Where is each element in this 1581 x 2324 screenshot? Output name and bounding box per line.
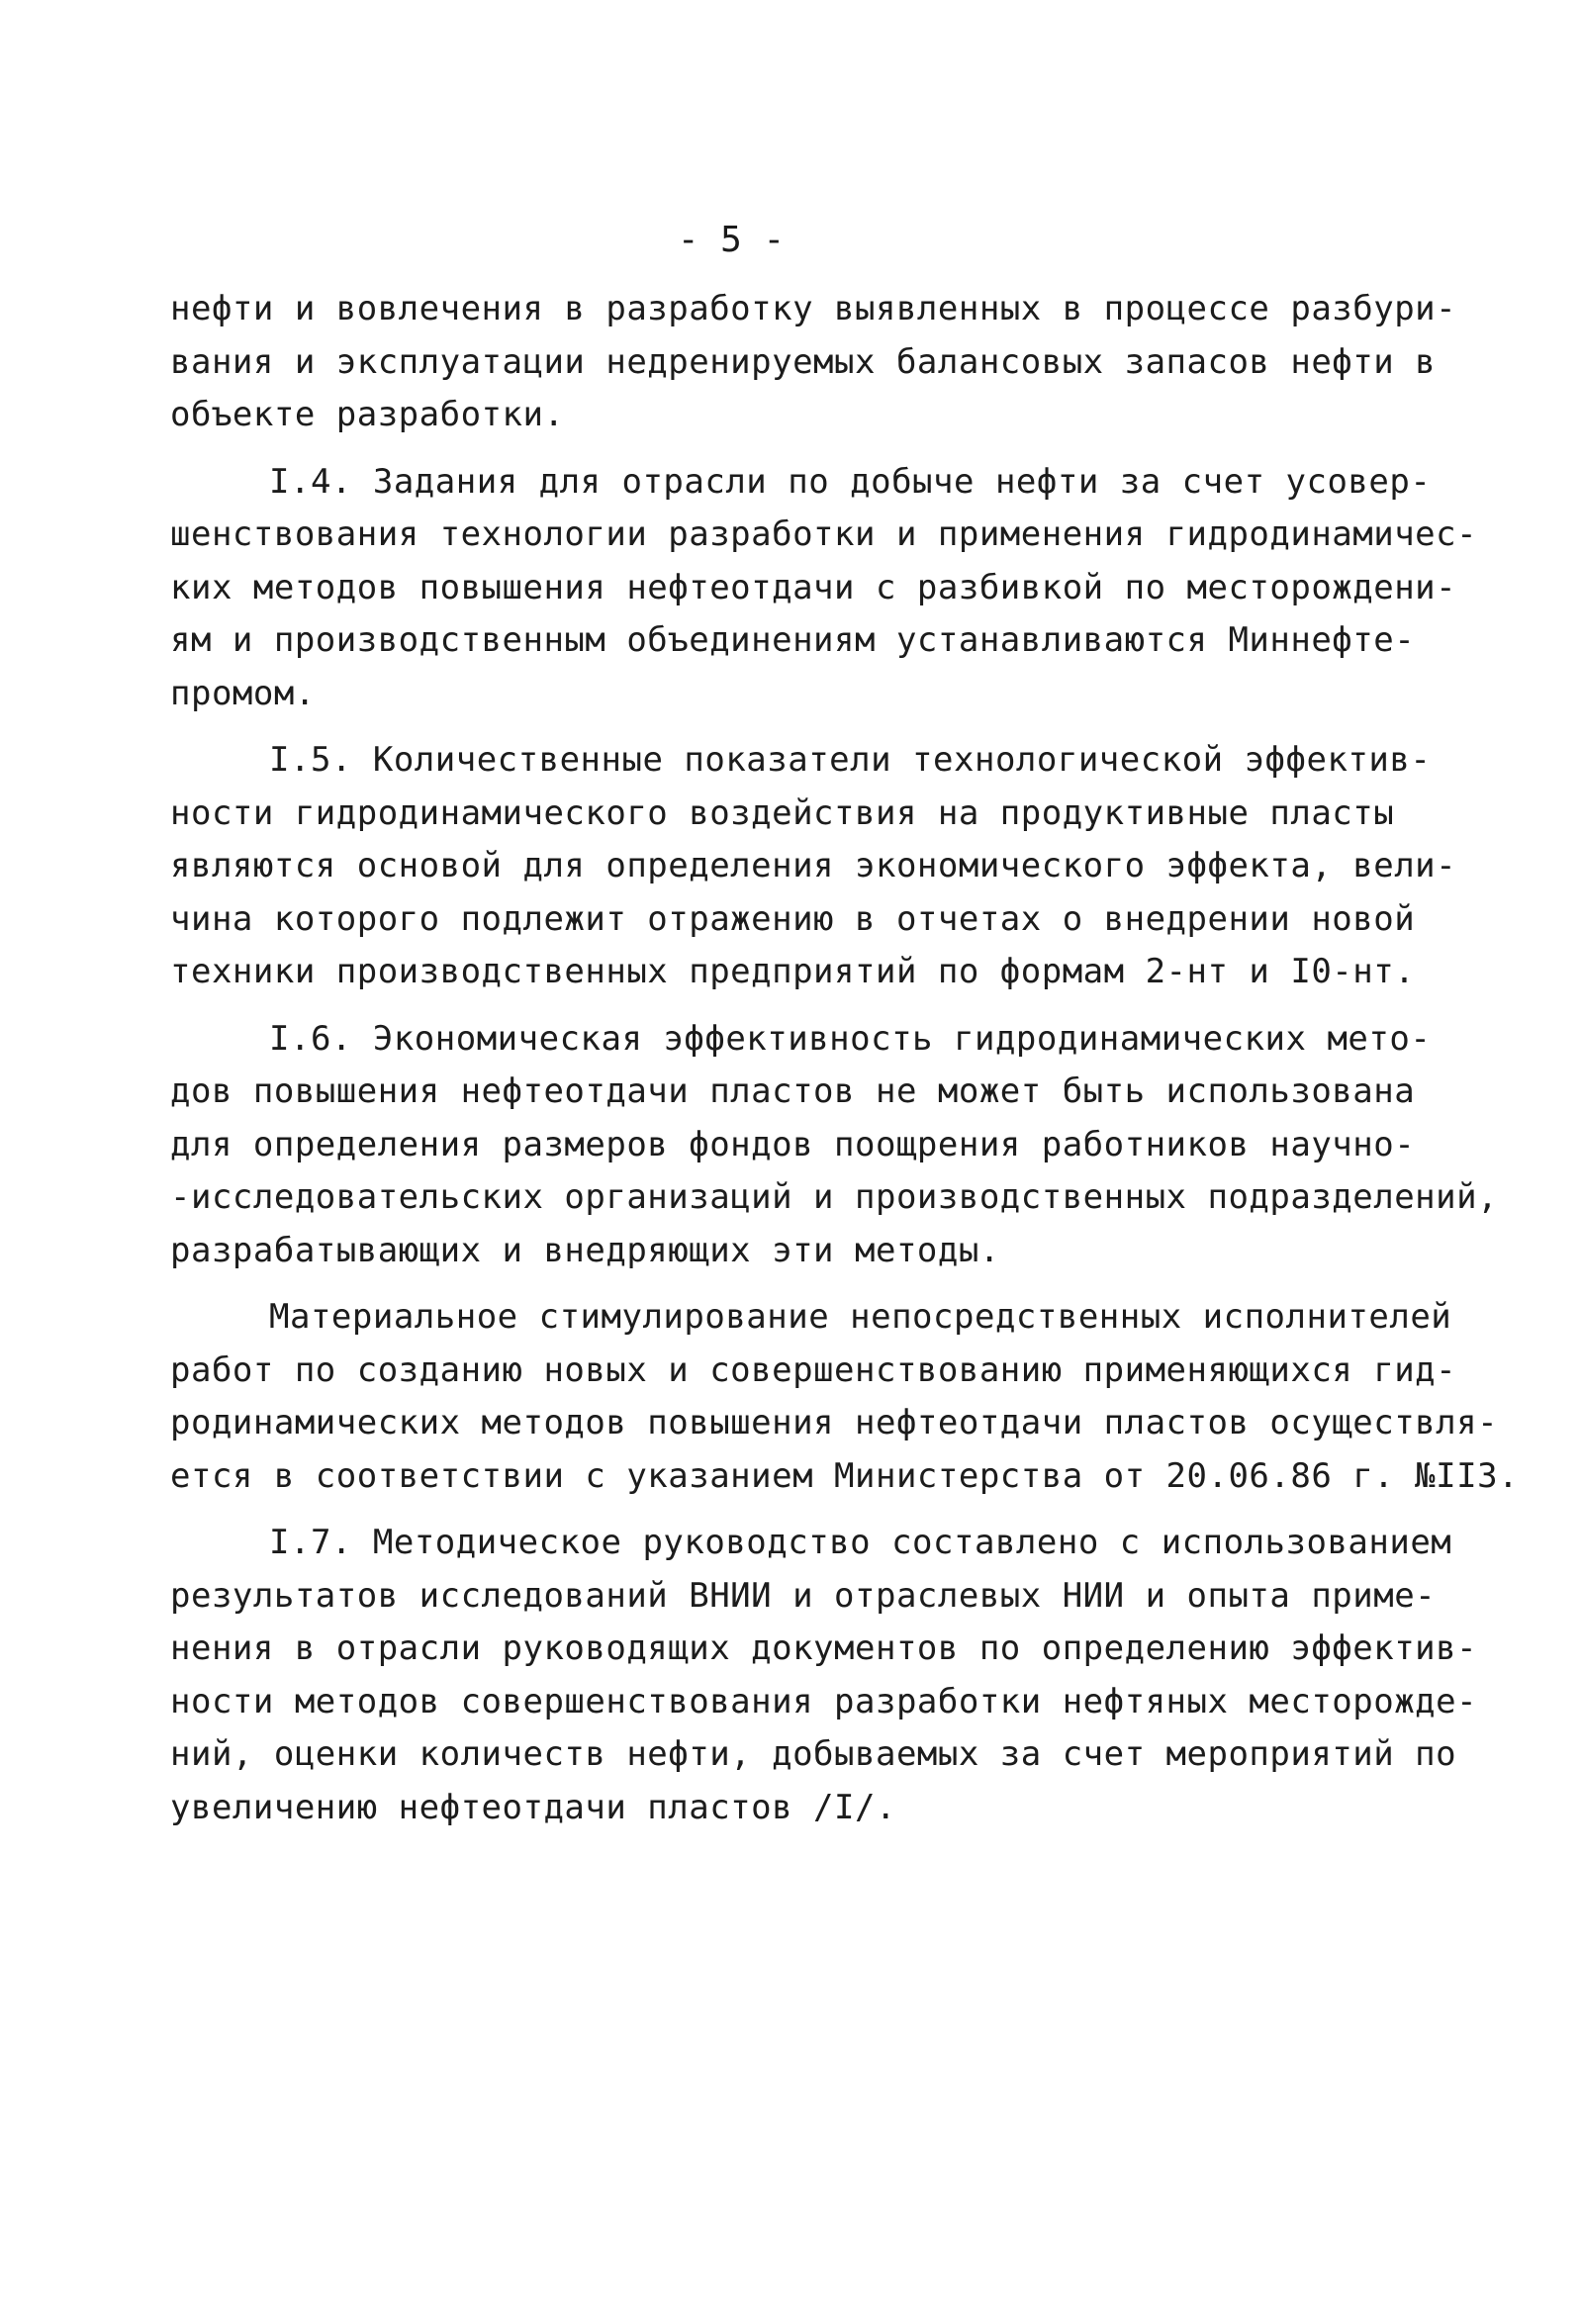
text-line: ям и производственным объединениям устанавливаются Миннефте- <box>170 620 1416 660</box>
text-line: увеличению нефтеотдачи пластов /I/. <box>170 1787 896 1827</box>
page-number: - 5 - <box>677 220 786 260</box>
text-line: I.4. Задания для отрасли по добыче нефти за счет усовер- <box>269 461 1432 502</box>
text-line: Материальное стимулирование непосредственных исполнителей <box>269 1297 1452 1337</box>
text-line: ности методов совершенствования разработки нефтяных месторожде- <box>170 1681 1478 1721</box>
text-line: шенствования технологии разработки и применения гидродинамичес- <box>170 514 1478 554</box>
text-line: ких методов повышения нефтеотдачи с разбивкой по месторождени- <box>170 567 1457 607</box>
text-line: для определения размеров фондов поощрения работников научно- <box>170 1124 1416 1164</box>
text-line: нефти и вовлечения в разработку выявленных в процессе разбури- <box>170 289 1457 328</box>
text-line: I.7. Методическое руководство составлено с использованием <box>269 1523 1452 1562</box>
text-line: I.6. Экономическая эффективность гидродинамических мето- <box>269 1018 1432 1059</box>
paragraph-1-5 <box>170 734 1466 999</box>
text-line: техники производственных предприятий по формам 2-нт и I0-нт. <box>170 952 1416 991</box>
text-line: являются основой для определения экономического эффекта, вели- <box>170 846 1457 885</box>
text-line: ется в соответствии с указанием Министерства от 20.06.86 г. №II3. <box>170 1455 1520 1496</box>
text-line: работ по созданию новых и совершенствованию применяющихся гид- <box>170 1349 1457 1390</box>
text-line: результатов исследований ВНИИ и отраслевых НИИ и опыта приме- <box>170 1575 1437 1616</box>
text-line: ности гидродинамического воздействия на продуктивные пласты <box>170 792 1395 833</box>
body-text <box>170 283 1520 1834</box>
paragraph-continuation <box>170 283 1466 442</box>
paragraph-1-4 <box>170 456 1478 721</box>
text-line: -исследовательских организаций и производственных подразделений, <box>170 1177 1499 1217</box>
text-line: чина которого подлежит отражению в отчетах о внедрении новой <box>170 898 1416 939</box>
paragraph-incentives <box>170 1291 1520 1503</box>
text-line: нения в отрасли руководящих документов по определению эффектив- <box>170 1628 1478 1668</box>
text-line: промом. <box>170 673 316 713</box>
text-line: вания и эксплуатации недренируемых балансовых запасов нефти в <box>170 341 1437 382</box>
text-line: I.5. Количественные показатели технологической эффектив- <box>269 740 1432 780</box>
paragraph-1-7 <box>170 1517 1478 1834</box>
text-line: разрабатывающих и внедряющих эти методы. <box>170 1230 1000 1270</box>
text-line: объекте разработки. <box>170 395 565 434</box>
text-line: ний, оценки количеств нефти, добываемых за счет мероприятий по <box>170 1734 1457 1774</box>
text-line: дов повышения нефтеотдачи пластов не может быть использована <box>170 1071 1416 1111</box>
text-line: родинамических методов повышения нефтеотдачи пластов осуществля- <box>170 1403 1499 1442</box>
paragraph-1-6 <box>170 1013 1499 1278</box>
